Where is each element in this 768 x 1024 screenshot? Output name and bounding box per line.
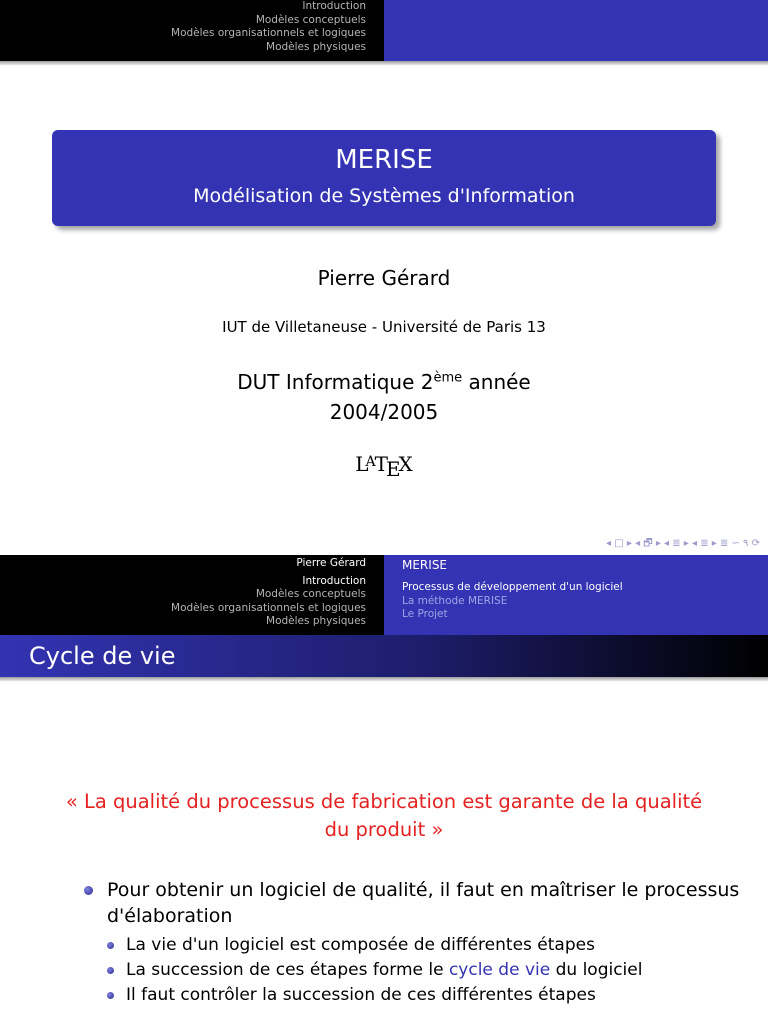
bullet-icon: [107, 967, 114, 974]
subsection-link-process[interactable]: Processus de développement d'un logiciel: [402, 581, 623, 593]
bullet-icon: [107, 992, 114, 999]
presentation-subtitle: Modélisation de Systèmes d'Information: [193, 185, 575, 207]
section-link-introduction[interactable]: Introduction: [302, 0, 366, 12]
latex-logo: $L^ATEX$: [355, 452, 413, 481]
sub-bullet-text: La succession de ces étapes forme le: [126, 960, 449, 980]
list-item: [80, 877, 740, 1008]
author-headline: Pierre Gérard: [296, 557, 366, 569]
frame-title-shadow: [0, 677, 768, 682]
content-slide: [0, 555, 768, 1024]
bullet-icon: [107, 942, 114, 949]
highlight-term: cycle de vie: [448, 960, 551, 980]
bullet-icon: [84, 886, 93, 895]
frame-title: Cycle de vie: [0, 635, 768, 677]
slide2-headline: [0, 555, 768, 635]
section-link-physical[interactable]: Modèles physiques: [266, 615, 366, 627]
section-link-organisational[interactable]: Modèles organisationnels et logiques: [171, 27, 366, 39]
headline-shadow: [0, 61, 768, 66]
institute: IUT de Villetaneuse - Université de Paris 13: [222, 318, 546, 336]
beamer-navigation-icons[interactable]: ◂ □ ▸ ◂ 🗗 ▸ ◂ ≣ ▸ ◂ ≣ ▸ ≣ ∽ ۹ ⟳: [606, 538, 760, 549]
sub-bullet-text: Il faut contrôler la succession de ces différentes étapes: [126, 985, 596, 1005]
slide1-headline: [0, 0, 768, 61]
subsection-link-method[interactable]: La méthode MERISE: [402, 594, 508, 607]
quote: « La qualité du processus de fabrication est garante de la qualité du produit »: [65, 790, 703, 841]
sub-bullet-suffix: du logiciel: [550, 960, 643, 980]
presentation-title: MERISE: [335, 145, 433, 175]
section-link-conceptual[interactable]: Modèles conceptuels: [255, 588, 366, 600]
list-item: [107, 933, 740, 958]
slide1-headline-sections: [0, 0, 384, 61]
date-line-1: [0, 370, 768, 394]
date-line-2: 2004/2005: [329, 400, 439, 424]
bullet-main-text: Pour obtenir un logiciel de qualité, il faut en maîtriser le processus d'élaboration: [107, 879, 740, 927]
slide2-headline-sections: [0, 555, 384, 635]
headline-title[interactable]: MERISE: [402, 558, 448, 572]
section-link-physical[interactable]: Modèles physiques: [266, 40, 366, 53]
slide1-headline-subsections: [384, 0, 768, 61]
slide2-headline-subsections: [384, 555, 768, 635]
list-item: [107, 958, 740, 983]
section-link-organisational[interactable]: Modèles organisationnels et logiques: [171, 601, 366, 614]
author: Pierre Gérard: [317, 266, 451, 290]
date-line-1-suffix: année: [462, 370, 531, 394]
subsection-link-project[interactable]: Le Projet: [402, 608, 448, 620]
section-link-conceptual[interactable]: Modèles conceptuels: [255, 13, 366, 26]
sub-bullet-text: La vie d'un logiciel est composée de différentes étapes: [126, 935, 595, 955]
date-line-1-sup: ème: [433, 370, 463, 386]
list-item: [107, 983, 740, 1008]
bullet-list: [80, 877, 740, 1008]
sub-bullet-list: [107, 933, 740, 1008]
title-block: [52, 130, 716, 226]
date-line-1-prefix: DUT Informatique 2: [237, 370, 434, 394]
section-link-introduction[interactable]: Introduction: [302, 574, 366, 587]
